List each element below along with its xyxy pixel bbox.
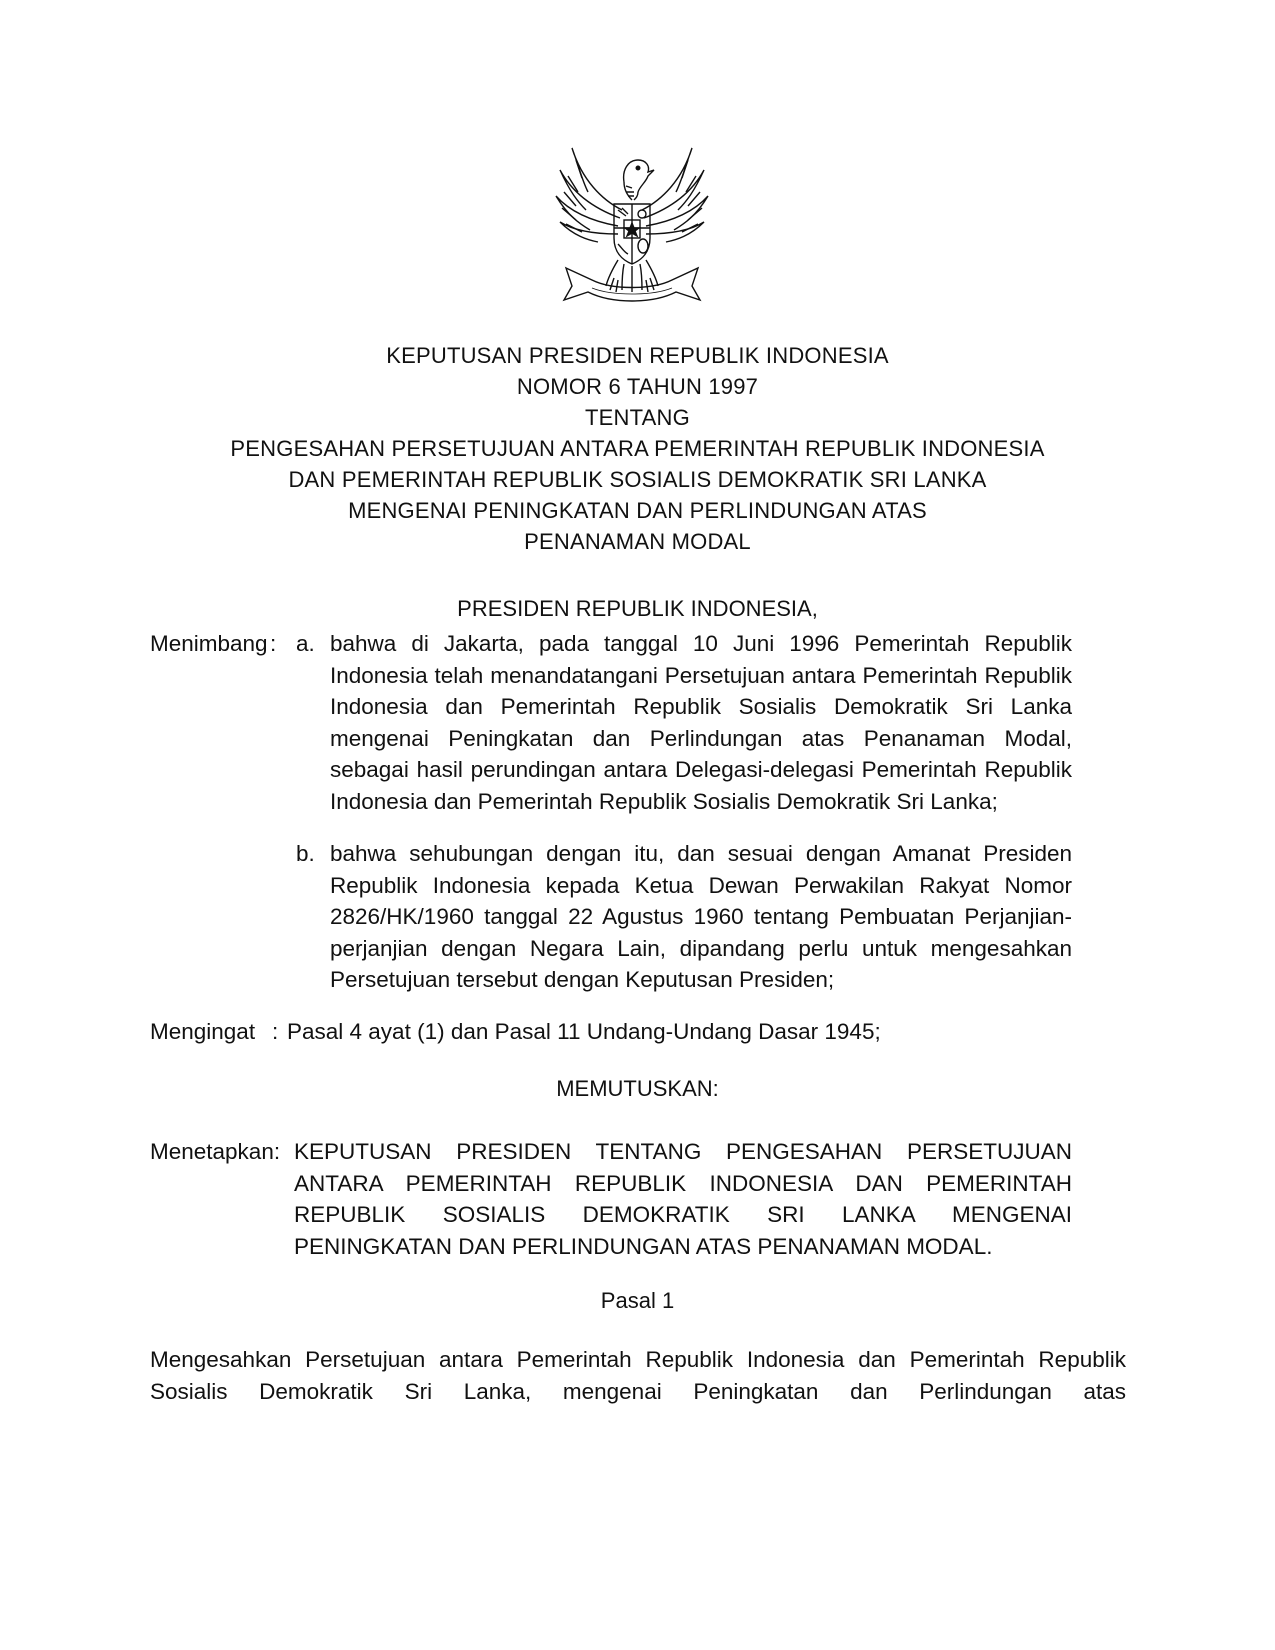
menimbang-colon: : (270, 631, 277, 656)
president-heading: PRESIDEN REPUBLIK INDONESIA, (457, 596, 818, 621)
menetapkan-text: KEPUTUSAN PRESIDEN TENTANG PENGESAHAN PERSETUJUAN ANTARA PEMERINTAH REPUBLIK INDONESIA DAN PEMERINTAH REPUBLIK SOSIALIS DEMOKRATIK SRI LANKA MENGENAI PENINGKATAN DAN PERLINDUNGAN ATAS PENANAMAN MODAL. (294, 1139, 1072, 1259)
memutuskan-heading: MEMUTUSKAN: (556, 1076, 719, 1101)
title-line-subject-3: MENGENAI PENINGKATAN DAN PERLINDUNGAN ATAS (348, 498, 927, 523)
menimbang-section (150, 628, 1126, 992)
menimbang-label: Menimbang (150, 631, 268, 656)
mengingat-text: Pasal 4 ayat (1) dan Pasal 11 Undang-Undang Dasar 1945; (287, 1019, 881, 1044)
menetapkan-label: Menetapkan: (150, 1139, 281, 1164)
menimbang-item-b-letter: b. (296, 841, 315, 866)
mengingat-colon: : (272, 1019, 279, 1044)
document-title (0, 340, 1275, 557)
menetapkan-section (150, 1136, 1126, 1266)
mengingat-section (150, 1016, 1126, 1050)
mengingat-label: Mengingat (150, 1019, 256, 1044)
garuda-emblem-icon (552, 140, 712, 310)
title-line-subject-2: DAN PEMERINTAH REPUBLIK SOSIALIS DEMOKRATIK SRI LANKA (288, 467, 987, 492)
menimbang-item-a-text: bahwa di Jakarta, pada tanggal 10 Juni 1996 Pemerintah Republik Indonesia telah menandatangani Persetujuan antara Pemerintah Republik Indonesia dan Pemerintah Republik Sosialis Demokratik Sri Lanka mengenai Peningkatan dan Perlindungan atas Penanaman Modal, sebagai hasil perundingan antara Delegasi-delegasi Pemerintah Republik Indonesia dan Pemerintah Republik Sosialis Demokratik Sri Lanka; (330, 631, 1072, 814)
title-line-subject-1: PENGESAHAN PERSETUJUAN ANTARA PEMERINTAH REPUBLIK INDONESIA (230, 436, 1045, 461)
menimbang-item-a-letter: a. (296, 631, 315, 656)
title-line-heading: KEPUTUSAN PRESIDEN REPUBLIK INDONESIA (386, 343, 889, 368)
menimbang-item-b-text: bahwa sehubungan dengan itu, dan sesuai dengan Amanat Presiden Republik Indonesia kepada Ketua Dewan Perwakilan Rakyat Nomor 2826/HK/1960 tanggal 22 Agustus 1960 tentang Pembuatan Perjanjian-perjanjian dengan Negara Lain, dipandang perlu untuk mengesahkan Persetujuan tersebut dengan Keputusan Presiden; (330, 841, 1072, 992)
title-line-number: NOMOR 6 TAHUN 1997 (516, 374, 759, 399)
title-line-about: TENTANG (585, 405, 690, 430)
pasal-1-text: Mengesahkan Persetujuan antara Pemerintah Republik Indonesia dan Pemerintah Republik Sosialis Demokratik Sri Lanka, mengenai Peningkatan dan Perlindungan atas (150, 1347, 1126, 1404)
pasal-1-heading: Pasal 1 (600, 1288, 675, 1313)
title-line-subject-4: PENANAMAN MODAL (524, 529, 751, 554)
